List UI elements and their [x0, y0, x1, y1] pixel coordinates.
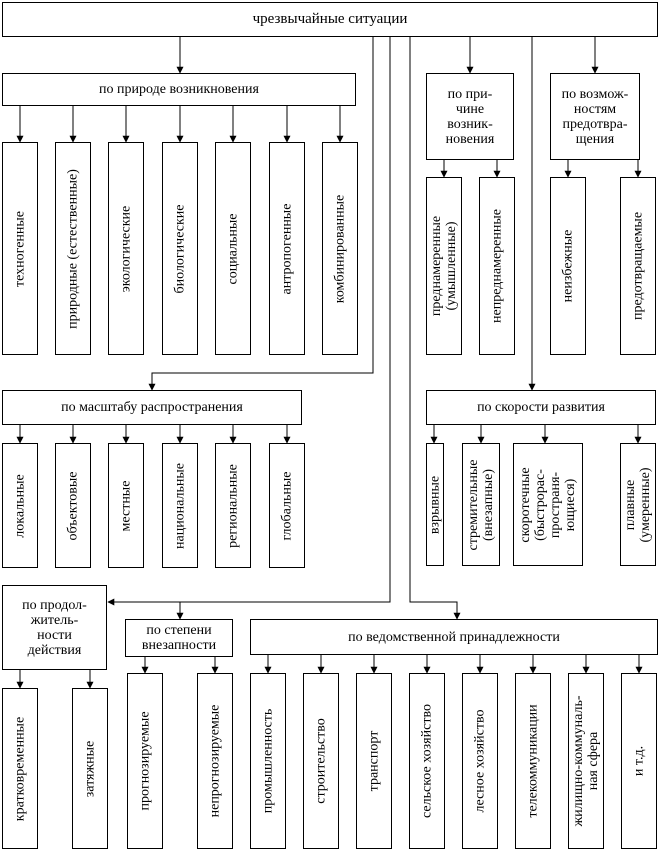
speed-item: [620, 443, 656, 566]
origin-item-label: комбинированные: [332, 194, 348, 303]
scale-item-label: региональные: [225, 463, 241, 548]
prevent-title: по возмож- ностям предотвра- щения: [561, 86, 629, 147]
speed-category: [426, 390, 656, 425]
department-item: [303, 673, 339, 849]
suddenness-item-label: прогнозируемые: [137, 711, 153, 811]
prevent-item-label: предотвращаемые: [630, 211, 646, 321]
root-node: [2, 2, 658, 37]
suddenness-item: [127, 673, 163, 849]
speed-title: по скорости развития: [477, 400, 605, 415]
scale-category: [2, 390, 302, 425]
speed-item-label: стремительные (внезапные): [466, 459, 496, 550]
origin-item-label: биологические: [172, 204, 188, 293]
department-item-label: телекоммуникации: [525, 704, 541, 818]
department-item: [462, 673, 498, 849]
department-item: [356, 673, 392, 849]
cause-title: по при- чине возник- новения: [445, 86, 495, 147]
origin-item-label: техногенные: [12, 210, 28, 287]
scale-item: [215, 443, 251, 568]
suddenness-category: [125, 619, 233, 657]
origin-item: [215, 142, 251, 355]
origin-item: [55, 142, 91, 355]
root-title: чрезвычайные ситуации: [252, 11, 408, 27]
scale-item-label: местные: [118, 480, 134, 531]
cause-item: [426, 177, 462, 355]
department-item-label: лесное хозяйство: [472, 709, 488, 813]
origin-item: [2, 142, 38, 355]
scale-item-label: локальные: [12, 473, 28, 538]
duration-title: по продол- житель- ности действия: [22, 597, 87, 658]
department-category: [250, 619, 658, 655]
department-item-label: транспорт: [366, 730, 382, 792]
speed-item-label: взрывные: [427, 475, 443, 534]
cause-category: [426, 73, 514, 160]
speed-item: [513, 443, 583, 566]
scale-title: по масштабу распространения: [61, 400, 243, 415]
department-item-label: сельское хозяйство: [419, 704, 435, 818]
scale-item: [269, 443, 305, 568]
duration-item: [2, 688, 38, 849]
duration-item-label: кратковременные: [12, 716, 28, 821]
scale-item: [108, 443, 144, 568]
speed-item: [462, 443, 500, 566]
scale-item: [55, 443, 91, 568]
scale-item: [2, 443, 38, 568]
origin-item: [162, 142, 198, 355]
department-item: [409, 673, 445, 849]
origin-item-label: антропогенные: [279, 203, 295, 294]
prevent-category: [550, 73, 640, 160]
duration-category: [2, 585, 107, 670]
scale-item: [162, 443, 198, 568]
department-title: по ведомственной принадлежности: [348, 629, 560, 645]
speed-item-label: скоротечные (быстрорас- пространя- ющиеся): [518, 466, 578, 543]
cause-item-label: преднамеренные (умышленные): [429, 215, 459, 317]
duration-item-label: затяжные: [82, 740, 98, 797]
origin-item-label: экологические: [118, 205, 134, 292]
suddenness-title: по степени внезапности: [141, 623, 217, 653]
duration-item: [72, 688, 108, 849]
department-item-label: жилищно-коммуналь- ная сфера: [571, 695, 601, 827]
prevent-item: [620, 177, 656, 355]
prevent-item-label: неизбежные: [560, 229, 576, 303]
department-item: [250, 673, 286, 849]
department-item-label: промышленность: [260, 708, 276, 814]
department-item-label: и т.д.: [631, 745, 647, 777]
origin-item-label: социальные: [225, 212, 241, 285]
speed-item-label: плавные (умеренные): [623, 466, 653, 543]
origin-item: [269, 142, 305, 355]
department-item-label: строительство: [313, 718, 329, 804]
prevent-item: [550, 177, 586, 355]
origin-item-label: природные (естественные): [65, 168, 81, 329]
origin-title: по природе возникновения: [99, 82, 259, 97]
department-item: [621, 673, 657, 849]
suddenness-item: [197, 673, 233, 849]
department-item: [568, 673, 604, 849]
speed-item: [426, 443, 444, 566]
scale-item-label: глобальные: [279, 471, 295, 540]
origin-item: [322, 142, 358, 355]
scale-item-label: объектовые: [65, 470, 81, 541]
department-item: [515, 673, 551, 849]
scale-item-label: национальные: [172, 462, 188, 549]
origin-category: [2, 73, 356, 106]
cause-item-label: непреднамеренные: [489, 209, 505, 323]
suddenness-item-label: непрогнозируемые: [207, 704, 223, 818]
origin-item: [108, 142, 144, 355]
cause-item: [479, 177, 515, 355]
